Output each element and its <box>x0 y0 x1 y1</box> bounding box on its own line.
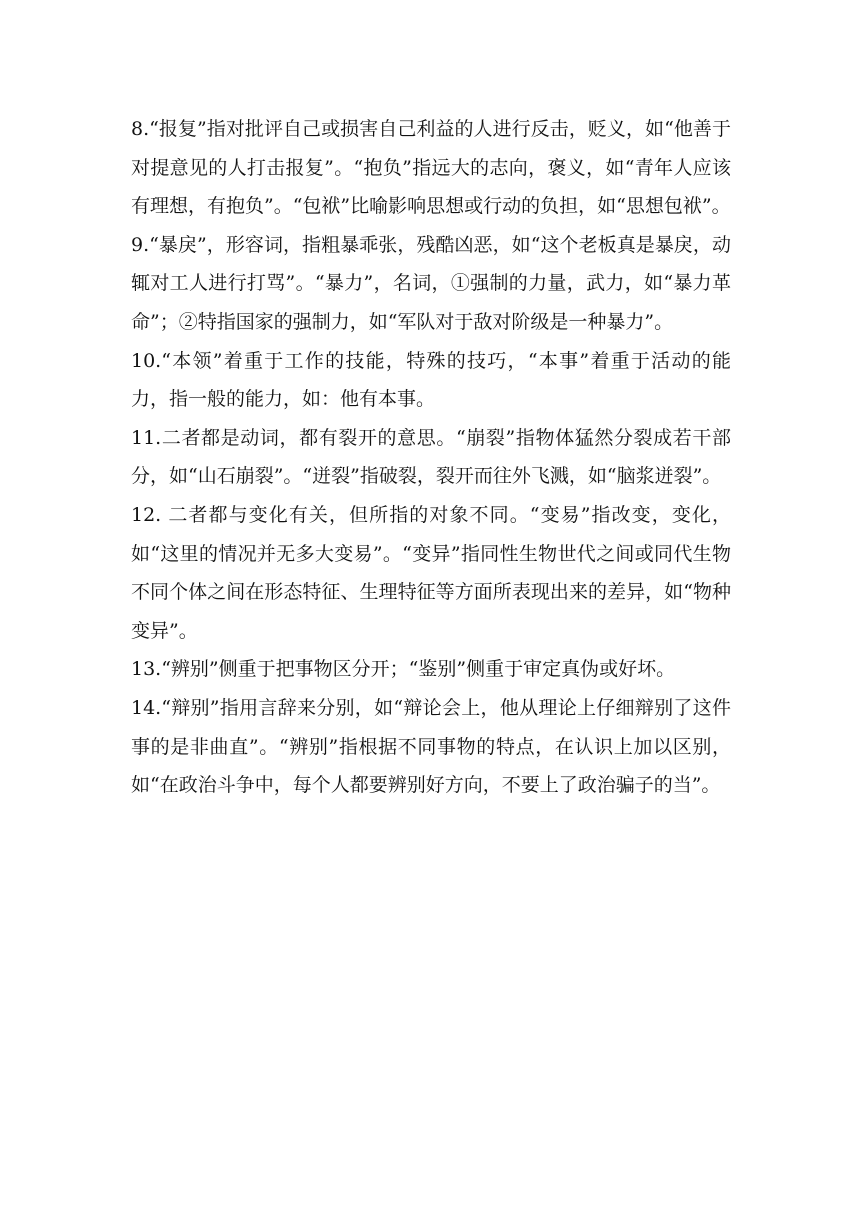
paragraph-14: 14.“辩别”指用言辞来分别，如“辩论会上，他从理论上仔细辩别了这件事的是非曲直”。“辨别”指根据不同事物的特点，在认识上加以区别，如“在政治斗争中，每个人都要辨别好方向，不要上了政治骗子的当”。 <box>131 696 731 797</box>
paragraph-8: 8.“报复”指对批评自己或损害自己利益的人进行反击，贬义，如“他善于对提意见的人打击报复”。“抱负”指远大的志向，褒义，如“青年人应该有理想，有抱负”。“包袱”比喻影响思想或行动的负担，如“思想包袱”。 <box>131 118 731 218</box>
paragraph-9: 9.“暴戾”，形容词，指粗暴乖张，残酷凶恶，如“这个老板真是暴戾，动辄对工人进行打骂”。“暴力”，名词，①强制的力量，武力，如“暴力革命”；②特指国家的强制力，如“军队对于敌对阶级是一种暴力”。 <box>131 233 731 333</box>
paragraph-12: 12. 二者都与变化有关，但所指的对象不同。“变易”指改变，变化，如“这里的情况并无多大变易”。“变异”指同性生物世代之间或同代生物不同个体之间在形态特征、生理特征等方面所表现出来的差异，如“物种变异”。 <box>131 503 731 642</box>
paragraph-10: 10.“本领”着重于工作的技能，特殊的技巧，“本事”着重于活动的能力，指一般的能力，如：他有本事。 <box>131 349 731 411</box>
paragraph-11: 11.二者都是动词，都有裂开的意思。“崩裂”指物体猛然分裂成若干部分，如“山石崩裂”。“迸裂”指破裂，裂开而往外飞溅，如“脑浆迸裂”。 <box>131 426 731 488</box>
document-body <box>131 110 731 805</box>
paragraph-13: 13.“辨别”侧重于把事物区分开；“鉴别”侧重于审定真伪或好坏。 <box>131 658 676 681</box>
